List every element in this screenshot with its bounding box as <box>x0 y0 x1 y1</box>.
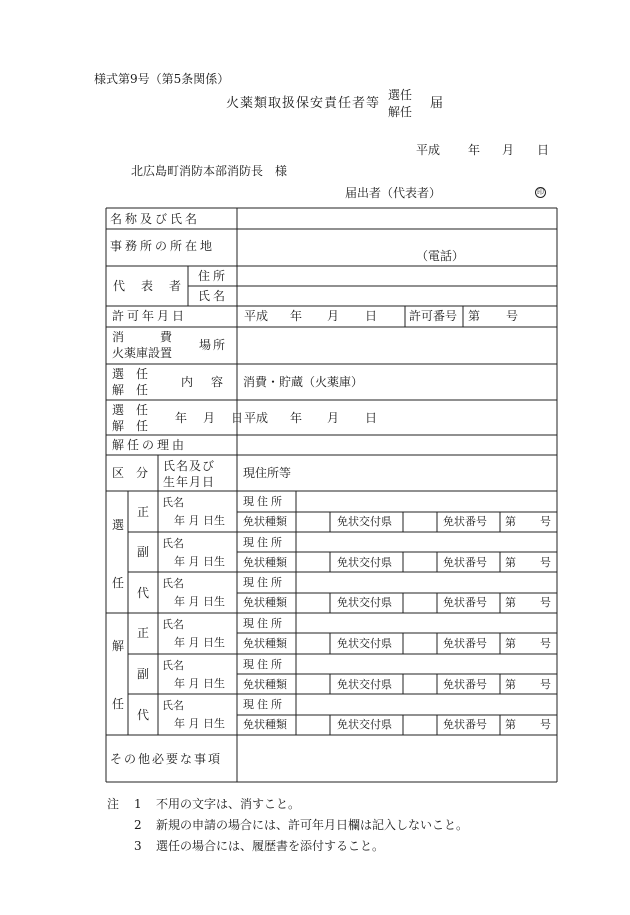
permit-day: 日 <box>365 309 378 323</box>
note-num: 2 <box>134 818 142 832</box>
person-name-label: 氏名 <box>162 537 184 550</box>
license-go: 号 <box>540 596 551 609</box>
date-month: 月 <box>502 143 515 157</box>
permit-month: 月 <box>327 309 340 323</box>
label-date-appoint: 選 任 <box>112 403 149 417</box>
notes-head: 注 <box>107 797 120 811</box>
license-go: 号 <box>540 718 551 731</box>
role-deputy: 副 <box>137 667 150 681</box>
role-deputy: 副 <box>137 545 150 559</box>
label-rep: 代 表 者 <box>113 279 184 293</box>
content-value: 消費・貯蔵（火薬庫） <box>243 375 364 389</box>
role-acting: 代 <box>137 708 150 722</box>
license-pref-label: 免状交付県 <box>337 556 392 569</box>
label-place-line1: 消 費 <box>112 330 173 344</box>
label-phone: （電話） <box>416 249 465 263</box>
license-go: 号 <box>540 678 551 691</box>
permit-era: 平成 <box>244 309 269 323</box>
date-year: 年 <box>468 143 481 157</box>
license-type-label: 免状種類 <box>243 718 287 731</box>
license-pref-label: 免状交付県 <box>337 596 392 609</box>
license-dai: 第 <box>505 596 516 609</box>
role-acting: 代 <box>137 586 150 600</box>
label-date-dismiss: 解 任 <box>112 419 149 433</box>
license-no-label: 免状番号 <box>443 596 487 609</box>
label-office: 事務所の所在地 <box>110 239 216 253</box>
change-month: 月 <box>327 411 340 425</box>
current-address-label: 現住所 <box>243 617 285 630</box>
label-permit-date: 許可年月日 <box>112 309 188 323</box>
license-pref-label: 免状交付県 <box>337 718 392 731</box>
title-choice-dismiss: 解任 <box>388 105 413 119</box>
label-other: その他必要な事項 <box>110 752 223 766</box>
date-era: 平成 <box>416 143 441 157</box>
title-choice-appoint: 選任 <box>388 88 413 102</box>
license-dai: 第 <box>505 678 516 691</box>
person-name-label: 氏名 <box>162 496 184 509</box>
person-birth-label: 年 月 日生 <box>174 595 225 608</box>
license-go: 号 <box>540 556 551 569</box>
label-content: 内 容 <box>181 375 227 389</box>
applicant-label: 届出者（代表者） <box>345 186 442 200</box>
label-reason: 解任の理由 <box>112 438 188 452</box>
current-address-label: 現住所 <box>243 698 285 711</box>
label-name: 名称及び氏名 <box>110 212 201 226</box>
license-go: 号 <box>540 637 551 650</box>
form-number: 様式第9号（第5条関係） <box>94 72 230 86</box>
license-no-label: 免状番号 <box>443 556 487 569</box>
seal-mark: 印 <box>537 188 544 196</box>
label-place-tail: 場所 <box>199 338 228 352</box>
license-type-label: 免状種類 <box>243 596 287 609</box>
label-place-line2: 火薬庫設置 <box>112 346 173 360</box>
person-birth-label: 年 月 日生 <box>174 555 225 568</box>
group-appoint-bottom: 任 <box>112 576 125 590</box>
date-day: 日 <box>537 143 550 157</box>
license-pref-label: 免状交付県 <box>337 678 392 691</box>
license-type-label: 免状種類 <box>243 556 287 569</box>
license-dai: 第 <box>505 556 516 569</box>
form-title: 火薬類取扱保安責任者等 <box>226 96 381 111</box>
current-address-label: 現住所 <box>243 576 285 589</box>
group-appoint-top: 選 <box>112 518 125 532</box>
license-pref-label: 免状交付県 <box>337 637 392 650</box>
license-no-label: 免状番号 <box>443 678 487 691</box>
person-birth-label: 年 月 日生 <box>174 636 225 649</box>
permit-no-go: 号 <box>506 309 519 323</box>
license-type-label: 免状種類 <box>243 637 287 650</box>
license-no-label: 免状番号 <box>443 637 487 650</box>
label-shimei-line1: 氏名及び <box>163 459 216 473</box>
note-text: 新規の申請の場合には、許可年月日欄は記入しないこと。 <box>156 818 469 832</box>
label-content-appoint: 選 任 <box>112 367 149 381</box>
permit-no-dai: 第 <box>468 309 481 323</box>
label-shimei-line2: 生年月日 <box>163 475 216 489</box>
label-permit-no: 許可番号 <box>409 309 458 323</box>
label-rep-address: 住所 <box>198 269 229 283</box>
person-birth-label: 年 月 日生 <box>174 514 225 527</box>
license-type-label: 免状種類 <box>243 678 287 691</box>
note-text: 選任の場合には、履歴書を添付すること。 <box>156 839 385 853</box>
role-primary: 正 <box>137 505 150 519</box>
license-pref-label: 免状交付県 <box>337 515 392 528</box>
change-era: 平成 <box>244 411 269 425</box>
license-dai: 第 <box>505 515 516 528</box>
label-current-address-head: 現住所等 <box>243 466 292 480</box>
person-birth-label: 年 月 日生 <box>174 677 225 690</box>
license-dai: 第 <box>505 718 516 731</box>
label-kubun: 区 分 <box>112 466 149 480</box>
title-suffix: 届 <box>430 96 444 111</box>
person-birth-label: 年 月 日生 <box>174 717 225 730</box>
role-primary: 正 <box>137 626 150 640</box>
person-name-label: 氏名 <box>162 699 184 712</box>
license-no-label: 免状番号 <box>443 718 487 731</box>
license-type-label: 免状種類 <box>243 515 287 528</box>
note-text: 不用の文字は、消すこと。 <box>156 797 301 811</box>
license-no-label: 免状番号 <box>443 515 487 528</box>
license-dai: 第 <box>505 637 516 650</box>
person-name-label: 氏名 <box>162 577 184 590</box>
label-date: 年 月 日 <box>175 411 246 425</box>
group-dismiss-top: 解 <box>112 639 125 653</box>
license-go: 号 <box>540 515 551 528</box>
change-day: 日 <box>365 411 378 425</box>
person-name-label: 氏名 <box>162 659 184 672</box>
group-dismiss-bottom: 任 <box>112 697 125 711</box>
note-num: 3 <box>134 839 142 853</box>
note-num: 1 <box>134 797 142 811</box>
change-year: 年 <box>290 411 303 425</box>
person-name-label: 氏名 <box>162 618 184 631</box>
addressee: 北広島町消防本部消防長 様 <box>131 164 288 178</box>
current-address-label: 現住所 <box>243 658 285 671</box>
label-content-dismiss: 解 任 <box>112 383 149 397</box>
current-address-label: 現住所 <box>243 495 285 508</box>
permit-year: 年 <box>290 309 303 323</box>
current-address-label: 現住所 <box>243 536 285 549</box>
label-rep-name: 氏名 <box>198 289 229 303</box>
